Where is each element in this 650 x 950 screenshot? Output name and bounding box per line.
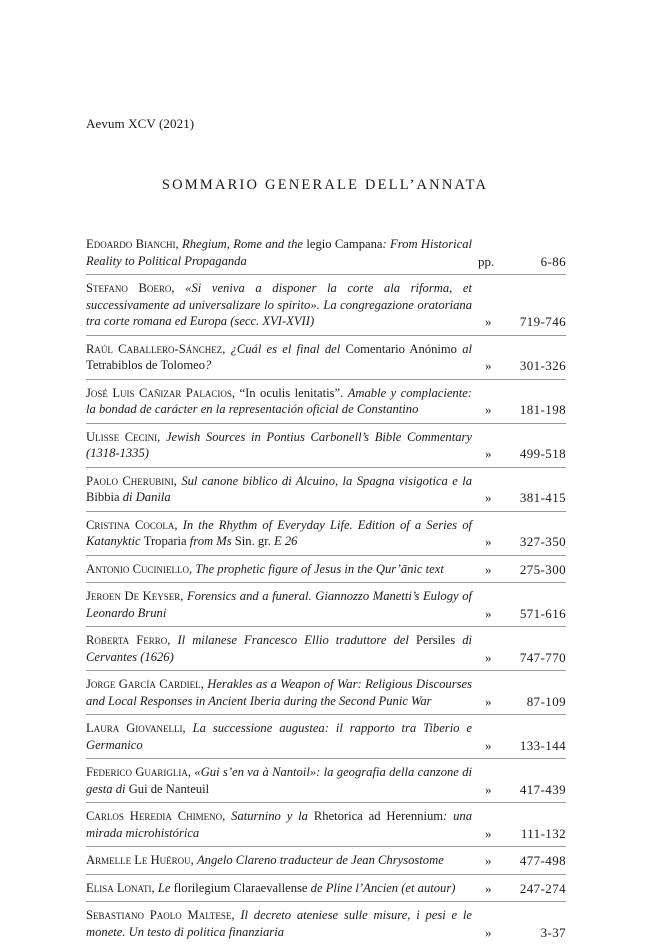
pages-marker-text: » [485,693,492,709]
entry-title-part: Amable y complaciente: la bondad de carácter en la representación oficial de Constantino [86,385,473,416]
entry-title-part: Persiles [415,633,463,647]
entry-author: Raúl Caballero-Sánchez [86,341,223,356]
page-range: 747-770 [519,649,566,665]
entry-citation: Ulisse Cecini, Jewish Sources in Pontius Carbonell’s Bible Commentary (1318-1335) [86,429,473,460]
pages-marker-text: » [485,737,492,753]
entry-title-part: Danila [135,490,171,504]
entry-citation: Edoardo Bianchi, Rhegium, Rome and the legio Campana: From Historical Reality to Political Propaganda [86,237,473,268]
entry-citation: Carlos Heredia Chimeno, Saturnino y la Rhetorica ad Herennium: una mirada microhistórica [86,809,472,840]
entry-title-part: Il milanese Francesco Ellio traduttore del [177,633,416,647]
entry-title-part: legio Campana [306,237,383,251]
entry-citation: Cristina Cocola, In the Rhythm of Everyday Life. Edition of a Series of Katanyktic Troparia from Ms Sin. gr. E 26 [86,517,472,548]
entry-citation: Antonio Cuciniello, The prophetic figure of Jesus in the Qur’ānic text [86,561,444,576]
page-range: 3-37 [540,924,566,940]
entry-author: Jorge García Cardiel [86,677,201,691]
page-range: 301-326 [519,358,566,373]
entry-title-part: Gui de Nanteuil [128,781,210,796]
entry-author: José Luis Cañizar Palacios [86,385,232,400]
entry-author: Carlos Heredia Chimeno [86,809,223,823]
entry-author: Cristina Cocola [86,517,175,532]
page-range: 87-109 [526,693,566,709]
entry-title-part: ? [205,358,212,372]
entry-title-part: Sul canone biblico di Alcuino, la Spagna visigotica e la [181,473,472,488]
entry-title-part: ¿Cuál es el final del [230,341,346,356]
page-range: 181-198 [519,402,566,417]
entry-title-part: Forensics and a funeral. Giannozzo Manetti’s Eulogy of Leonardo Bruni [86,589,472,620]
page-range: 327-350 [519,534,566,549]
entry-author: Edoardo Bianchi [86,237,176,251]
entry-author: Jeroen De Keyser [86,589,181,603]
entry-title-part: The prophetic figure of Jesus in the Qur’ānic text [195,561,444,576]
page-range: 133-144 [519,737,566,753]
entry-title-part: In the Rhythm of Everyday Life. Edition of a Series of Katanyktic [86,517,472,548]
entry-author: Paolo Cherubini [86,473,174,488]
pages-marker-text: pp. [478,253,495,269]
entry-title-part: «Gui s’en va à Nantoil»: la geografia della canzone di gesta di [86,765,472,796]
pages-marker-text: » [485,402,492,417]
entry-citation: Armelle Le Huërou, Angelo Clareno traducteur de Jean Chrysostome [86,853,444,867]
toc-entry [86,852,566,875]
entry-author: Armelle Le Huërou [86,853,191,867]
pages-marker-text: » [485,314,492,329]
entry-title-part: al [456,341,472,356]
toc-entry [86,907,566,945]
entry-citation: Raúl Caballero-Sánchez, ¿Cuál es el final del Comentario Anónimo al Tetrabiblos de Tolomeo? [86,341,472,372]
entry-title-part: Troparia [143,534,190,548]
pages-marker-text: » [485,446,492,461]
pages-marker-text: » [485,561,492,577]
table-of-contents [86,236,566,950]
entry-title-part: Sin. gr. [234,534,274,548]
toc-entry [86,473,566,512]
toc-entry [86,341,566,380]
page-range: 477-498 [519,853,566,868]
pages-marker-text: » [485,880,492,896]
toc-entry [86,429,566,468]
page-range: 247-274 [519,880,566,896]
page-range: 6-86 [540,253,566,269]
toc-entry [86,808,566,847]
page-range: 381-415 [519,490,566,505]
page-range: 417-439 [519,781,566,797]
entry-citation: Sebastiano Paolo Maltese, Il decreto ateniese sulle misure, i pesi e le monete. Un testo di politica finanziaria [86,908,472,939]
entry-citation: José Luis Cañizar Palacios, “In oculis lenitatis”. Amable y complaciente: la bondad de carácter en la representación oficial de Constantino [86,385,473,416]
page-range: 571-616 [519,605,566,621]
entry-author: Federico Guariglia [86,765,188,779]
entry-title-part: de Pline l’Ancien (et autour) [310,880,456,895]
entry-author: Elisa Lonati [86,880,152,895]
entry-title-part: Comentario Anónimo [345,341,457,356]
pages-marker-text: » [485,605,492,621]
pages-marker-text: » [485,534,492,549]
entry-title-part: : una mirada microhistórica [86,809,472,840]
page-range: 499-518 [519,446,566,461]
entry-title-part: Jewish Sources in Pontius Carbonell’s Bible Commentary (1318-1335) [86,429,473,460]
entry-title-part: E 26 [274,534,298,548]
entry-citation: Federico Guariglia, «Gui s’en va à Nantoil»: la geografia della canzone di gesta di Gui de Nanteuil [86,765,472,796]
entry-title-part: di [122,490,136,504]
entry-title-part: Angelo Clareno traducteur de Jean Chrysostome [196,853,444,867]
entry-citation: Elisa Lonati, Le florilegium Claraevallense de Pline l’Ancien (et autour) [86,880,456,895]
pages-marker-text: » [485,853,492,868]
toc-entry [86,632,566,671]
entry-title-part: florilegium Claraevallense [173,880,311,895]
entry-title-part: “In oculis lenitatis”. [239,385,348,400]
entry-title-part: «Si veniva a disponer la corte ala riforma, et successivamente ad universalizare lo spirito». La congregazione oratoriana tra corte romana ed Europa (secc. XVI-XVII) [86,281,473,328]
toc-entry [86,764,566,803]
entry-title-part: Tetrabiblos [86,358,143,372]
entry-citation: Roberta Ferro, Il milanese Francesco Ellio traduttore del Persiles di Cervantes (1626) [86,633,472,664]
toc-entry [86,720,566,759]
pages-marker-text: » [485,924,492,940]
page-range: 111-132 [520,825,566,841]
entry-title-part: Il decreto ateniese sulle misure, i pesi e le monete. Un testo di politica finanziaria [86,908,472,939]
pages-marker-text: » [485,649,492,665]
journal-issue: Aevum XCV (2021) [86,116,195,131]
entry-title-part: Herakles as a Weapon of War: Religious Discourses and Local Responses in Ancient Iberia during the Second Punic War [86,677,472,708]
entry-title-part: Rhetorica ad Herennium [313,809,444,823]
page-title: SOMMARIO GENERALE DELL’ANNATA [161,177,489,193]
pages-marker-text: » [485,781,492,797]
entry-author: Stefano Boero [86,281,172,295]
entry-title-part: de Tolomeo [142,358,206,372]
entry-title-part: La successione augustea: il rapporto tra Tiberio e Germanico [86,721,473,752]
entry-citation: Jorge García Cardiel, Herakles as a Weapon of War: Religious Discourses and Local Responses in Ancient Iberia during the Second Punic War [86,677,472,708]
pages-marker-text: » [485,825,492,841]
entry-citation: Laura Giovanelli, La successione augustea: il rapporto tra Tiberio e Germanico [86,721,473,752]
entry-citation: Stefano Boero, «Si veniva a disponer la corte ala riforma, et successivamente ad universalizare lo spirito». La congregazione oratoriana tra corte romana ed Europa (secc. XVI-XVII) [86,281,473,328]
entry-citation: Paolo Cherubini, Sul canone biblico di Alcuino, la Spagna visigotica e la Bibbia di Danila [86,473,472,504]
toc-entry [86,676,566,715]
entry-author: Sebastiano Paolo Maltese [86,908,232,922]
entry-author: Roberta Ferro [86,633,168,647]
toc-entry [86,236,566,275]
toc-entry [86,561,566,584]
pages-marker-text: » [485,358,492,373]
page-range: 719-746 [519,314,566,329]
toc-entry [86,517,566,556]
pages-marker-text: » [485,490,492,505]
toc-entry [86,880,566,903]
entry-title-part: Saturnino y la [231,809,314,823]
toc-entry [86,385,566,424]
entry-author: Antonio Cuciniello [86,561,189,576]
entry-title-part: Bibbia [86,490,123,504]
entry-title-part: from Ms [189,534,235,548]
entry-title-part: : From Historical Reality to Political Propaganda [86,237,473,268]
toc-entry [86,588,566,627]
toc-entry [86,280,566,336]
entry-citation: Jeroen De Keyser, Forensics and a funeral. Giannozzo Manetti’s Eulogy of Leonardo Bruni [86,589,472,620]
entry-title-part: di Cervantes (1626) [86,633,472,664]
entry-author: Ulisse Cecini [86,429,158,444]
entry-author: Laura Giovanelli [86,721,183,735]
entry-title-part: Rhegium, Rome and the [182,237,307,251]
page-range: 275-300 [519,561,566,577]
entry-title-part: Le [157,880,174,895]
